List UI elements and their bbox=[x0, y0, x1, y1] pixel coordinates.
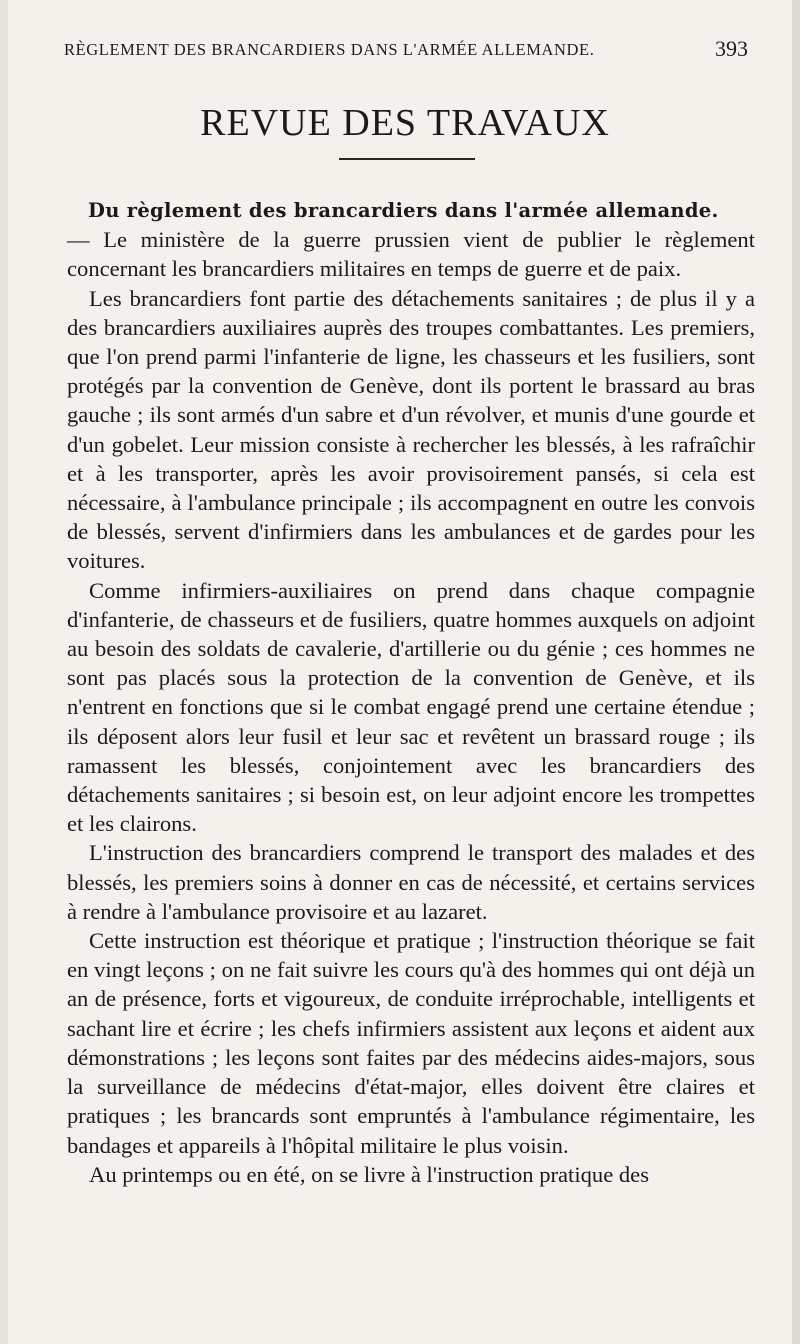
title-underline bbox=[339, 158, 475, 160]
running-head: RÈGLEMENT DES BRANCARDIERS DANS L'ARMÉE ALLEMANDE. bbox=[64, 40, 595, 59]
page-number: 393 bbox=[715, 36, 748, 61]
paragraph-5: Cette instruction est théorique et pratique ; l'instruction théorique se fait en vingt leçons ; on ne fait suivre les cours qu'à des hommes qui ont déjà un an de présence, forts et vigoureux, de conduite irréprochable, intelligents et sachant lire et écrire ; les chefs infirmiers assistent aux leçons et aident aux démonstrations ; les leçons sont faites par des médecins aides-majors, sous la surveillance de médecins d'état-major, elles doivent être claires et pratiques ; les brancards sont empruntés à l'ambulance régimentaire, les bandages et appareils à l'hôpital militaire le plus voisin. bbox=[67, 928, 755, 1158]
article-body bbox=[67, 195, 755, 1189]
paragraph-3: Comme infirmiers-auxiliaires on prend dans chaque compagnie d'infanterie, de chasseurs et de fusiliers, quatre hommes auxquels on adjoint au besoin des soldats de cavalerie, d'artillerie ou du génie ; ces hommes ne sont pas placés sous la protection de la convention de Genève, et ils n'entrent en fonctions que si le combat engagé prend une certaine étendue ; ils déposent alors leur fusil et leur sac et revêtent un brassard rouge ; ils ramassent les blessés, conjointement avec les brancardiers des détachements sanitaires ; si besoin est, on leur adjoint encore les trompettes et les clairons. bbox=[67, 577, 755, 837]
section-title: REVUE DES TRAVAUX bbox=[200, 102, 610, 144]
paragraph-2: Les brancardiers font partie des détachements sanitaires ; de plus il y a des brancardiers auxiliaires auprès des troupes combattantes. Les premiers, que l'on prend parmi l'infanterie de ligne, les chasseurs et les fusiliers, sont protégés par la convention de Genève, dont ils portent le brassard au bras gauche ; ils sont armés d'un sabre et d'un révolver, et munis d'une gourde et d'un gobelet. Leur mission consiste à rechercher les blessés, à les rafraîchir et à les transporter, après les avoir provisoirement pansés, si cela est nécessaire, à l'ambulance principale ; ils accompagnent en outre les convois de blessés, servent d'infirmiers dans les ambulances et de gardes pour les voitures. bbox=[67, 285, 755, 574]
page-header bbox=[64, 36, 748, 66]
paragraph-6: Au printemps ou en été, on se livre à l'instruction pratique des bbox=[89, 1161, 649, 1187]
paragraph-1: — Le ministère de la guerre prussien vient de publier le règlement concernant les brancardiers militaires en temps de guerre et de paix. bbox=[67, 227, 755, 282]
article-lead-paragraph bbox=[67, 195, 755, 284]
page-right-edge bbox=[792, 0, 800, 1344]
paragraph-4: L'instruction des brancardiers comprend le transport des malades et des blessés, les premiers soins à donner en cas de nécessité, et certains services à rendre à l'ambulance provisoire et au lazaret. bbox=[67, 840, 755, 924]
article-heading: Du règlement des brancardiers dans l'armée allemande. bbox=[88, 199, 719, 222]
page-left-edge bbox=[0, 0, 8, 1344]
